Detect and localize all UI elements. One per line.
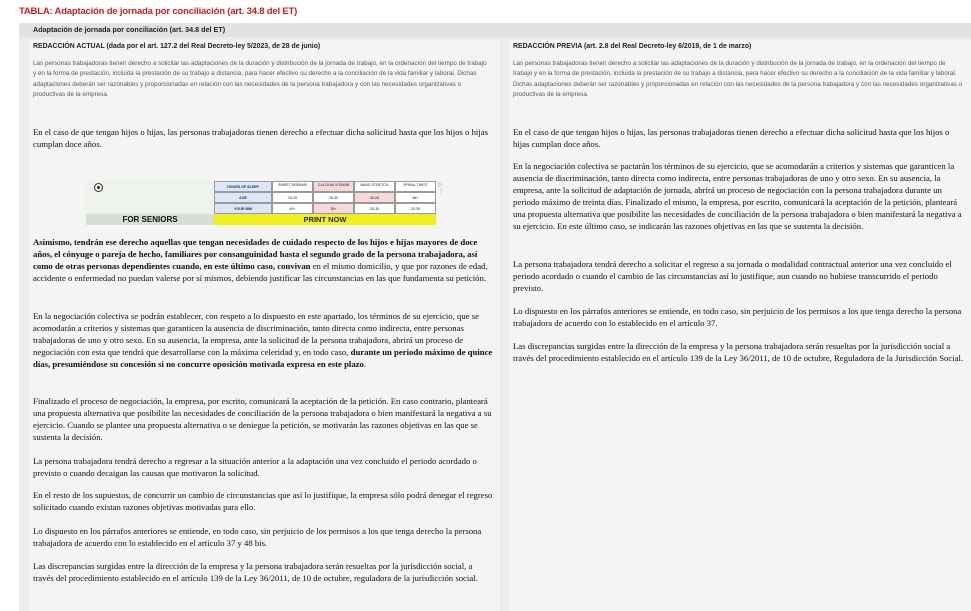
previous-paragraph-1: En el caso de que tengan hijos o hijas, las personas trabajadoras tienen derecho a efectuar dicha solicitud hasta que los hijos o hijas cumplan doce años.	[513, 127, 950, 150]
ad-logo-icon	[94, 183, 103, 192]
current-paragraph-3-text: En la negociación colectiva se podrán establecer, con respeto a lo dispuesto en este apartado, los términos de su ejercicio, que se acomodarán a criterios y sistemas que garanticen la ausencia de discriminación, tanto directa como indirecta, entre personas trabajadoras de uno y otro sexo. En su ausencia, la empresa, ante la solicitud de la persona trabajadora, abrirá un proceso de negociación con esta que tendrá que desarrollarse con la máxima celeridad y, en todo caso,	[33, 311, 479, 358]
ad-row-bmi-label: YOUR BMI	[214, 203, 272, 214]
table-header-label: Adaptación de jornada por conciliación (art. 34.8 del ET)	[33, 25, 226, 34]
current-version-column	[29, 40, 500, 611]
ad-age-value: 36-65	[354, 192, 395, 203]
previous-version-column	[509, 40, 971, 611]
current-paragraph-3-end: .	[363, 359, 367, 370]
current-paragraph-5: La persona trabajadora tendrá derecho a regresar a la situación anterior a la adaptación una vez concluido el periodo acordado o previsto o cuando decaigan las causas que motivaron la solicitud.	[33, 456, 477, 479]
table-header	[19, 23, 971, 37]
current-paragraph-7: Lo dispuesto en los párrafos anteriores se entiende, en todo caso, sin perjuicio de los permisos a los que tenga derecho la persona trabajadora de acuerdo con lo establecido en el artículo 37 y 48 bis.	[33, 526, 482, 549]
ad-col-header: SPINAL TWIST	[395, 181, 436, 192]
ad-col-header: CALCIUM VITAMIN	[313, 181, 354, 192]
ad-age-value: 66+	[395, 192, 436, 203]
ad-col-header: SWEET DREAMS	[272, 181, 313, 192]
ad-col-header: BAND STRETCH	[354, 181, 395, 192]
current-paragraph-2-bold: Asimismo, tendrán ese derecho aquellas que tengan necesidades de cuidado respecto de los hijos e hijas mayores de doce años, el cónyuge o pareja de hecho, familiares por consanguinidad hasta el segundo grado de la persona trabajadora, así como de otras personas dependientes cuando, en este último caso, convivan	[33, 237, 478, 272]
previous-paragraph-3: La persona trabajadora tendrá derecho a solicitar el regreso a su jornada o modalidad contractual anterior una vez concluido el periodo acordado o cuando el cambio de las circunstancias así lo justifique, aun cuando no hubiese transcurrido el periodo previsto.	[513, 259, 952, 294]
previous-intro: Las personas trabajadoras tienen derecho a solicitar las adaptaciones de la duración y distribución de la jornada de trabajo, en la ordenación del tiempo de trabajo y en la forma de prestación, incluida la prestación de su trabajo a distancia, para hacer efectivo su derecho a la conciliación de la vida familiar y laboral. Dichas adaptaciones deberán ser razonables y proporcionadas en relación con las necesidades de la persona trabajadora y con las necesidades organizativas o productivas de la empresa.	[513, 60, 963, 98]
page-title: TABLA: Adaptación de jornada por conciliación (art. 34.8 del ET)	[19, 6, 298, 17]
ad-bmi-value: 35+	[313, 203, 354, 214]
previous-paragraph-2: En la negociación colectiva se pactarán los términos de su ejercicio, que se acomodarán a criterios y sistemas que garanticen la ausencia de discriminación, tanto directa como indirecta, entre personas trabajadoras de uno y otro sexo. En su ausencia, la empresa, ante la solicitud de adaptación de jornada, abrirá un proceso de negociación con la persona trabajadora durante un periodo máximo de treinta días. Finalizado el mismo, la empresa, por escrito, comunicará la aceptación de la petición, planteará una propuesta alternativa que posibilite las necesidades de conciliación de la persona trabajadora o bien manifestará la negativa a su ejercicio. En este último caso, se indicarán las razones objetivas en las que se sustenta la decisión.	[513, 161, 962, 232]
current-version-heading: REDACCIÓN ACTUAL (dada por el art. 127.2 del Real Decreto-ley 5/2023, de 28 de junio)	[33, 43, 321, 50]
current-intro: Las personas trabajadoras tienen derecho a solicitar las adaptaciones de la duración y distribución de la jornada de trabajo, en la ordenación del tiempo de trabajo y en la forma de prestación, incluida la prestación de su trabajo a distancia, para hacer efectivo su derecho a la conciliación de la vida familiar y laboral. Dichas adaptaciones deberán ser razonables y proporcionadas en relación con las necesidades de la persona trabajadora y con las necesidades organizativas o productivas de la empresa.	[33, 60, 487, 98]
ad-bmi-value: 20-25	[395, 203, 436, 214]
ad-chart-table	[214, 181, 436, 214]
ad-age-value: 18-25	[272, 192, 313, 203]
ad-choices-icon[interactable]: ▷ ⋮	[438, 181, 444, 195]
current-paragraph-2	[33, 236, 493, 284]
current-paragraph-3	[33, 310, 493, 370]
ad-seniors-label: FOR SENIORS	[86, 214, 214, 225]
previous-paragraph-4: Lo dispuesto en los párrafos anteriores se entiende, en todo caso, sin perjuicio de los permisos a los que tenga derecho la persona trabajadora de acuerdo con lo establecido en el artículo 37.	[513, 306, 962, 329]
current-paragraph-6: En el resto de los supuestos, de concurrir un cambio de circunstancias que así lo justifique, la empresa sólo podrá denegar el regreso solicitado cuando existan razones objetivas motivadas para ello.	[33, 490, 493, 513]
ad-row-age-label: AGE	[214, 192, 272, 203]
embedded-advertisement[interactable]	[86, 181, 444, 225]
current-paragraph-4: Finalizado el proceso de negociación, la empresa, por escrito, comunicará la aceptación de la petición. En caso contrario, planteará una propuesta alternativa que posibilite las necesidades de conciliación de la persona trabajadora o bien manifestará la negativa a su ejercicio. Cuando se plantee una propuesta alternativa o se deniegue la petición, se motivarán las razones objetivas en las que se sustenta la decisión.	[33, 396, 492, 443]
previous-version-heading: REDACCIÓN PREVIA (art. 2.8 del Real Decreto-ley 6/2019, de 1 de marzo)	[513, 43, 752, 50]
ad-bmi-value: 25-30	[354, 203, 395, 214]
ad-bmi-value: 40+	[272, 203, 313, 214]
current-paragraph-8: Las discrepancias surgidas entre la dirección de la empresa y la persona trabajadora serán resueltas por la jurisdicción social, a través del procedimiento establecido en el artículo 139 de la Ley 36/2011, de 10 de octubre, reguladora de la jurisdicción social.	[33, 561, 478, 584]
ad-age-value: 26-35	[313, 192, 354, 203]
current-paragraph-2-rest: en el mismo domicilio, y que por razones de edad, accidente o enfermedad no puedan valerse por sí mismos, debiendo justificar las circunstancias en las que fundamenta su petición.	[33, 261, 488, 284]
comparison-table	[19, 23, 971, 611]
ad-print-now-button[interactable]: PRINT NOW	[214, 214, 436, 225]
current-paragraph-3-bold: durante un periodo máximo de quince días, presumiéndose su concesión si no concurre oposición motivada expresa en este plazo	[33, 347, 493, 370]
ad-row-sleep-label: HOURS OF SLEEP	[214, 181, 272, 192]
ad-logo	[86, 181, 214, 214]
previous-paragraph-5: Las discrepancias surgidas entre la dirección de la empresa y la persona trabajadora serán resueltas por la jurisdicción social a través del procedimiento establecido en el artículo 139 de la Ley 36/2011, de 10 de octubre, Reguladora de la Jurisdicción Social.	[513, 341, 964, 364]
current-paragraph-1: En el caso de que tengan hijos o hijas, las personas trabajadoras tienen derecho a efectuar dicha solicitud hasta que los hijos o hijas cumplan doce años.	[33, 127, 488, 150]
